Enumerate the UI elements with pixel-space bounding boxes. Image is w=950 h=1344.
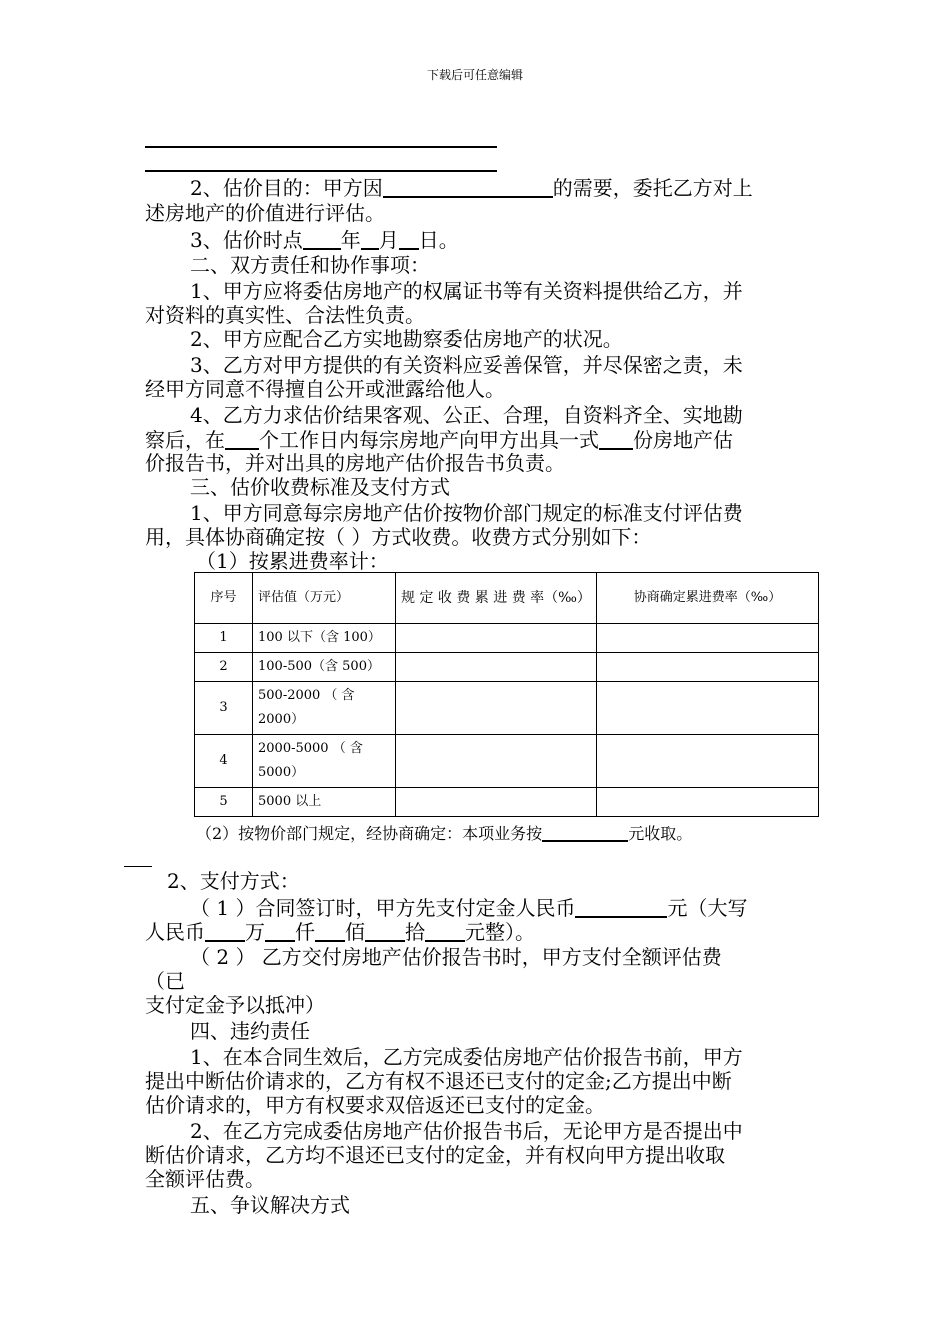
divider [124,866,152,867]
table-header-row [195,573,819,624]
standard-rate-cell[interactable] [396,682,597,735]
negotiated-rate-cell[interactable] [597,624,819,653]
row-value: 100 以下（含 100） [253,624,396,653]
month-blank[interactable] [361,226,379,250]
section-heading: 三、估价收费标准及支付方式 [190,475,450,499]
text-line: （已 [145,969,185,993]
text-line: 全额评估费。 [145,1167,265,1191]
row-no: 3 [195,682,253,735]
text-line: 述房地产的价值进行评估。 [145,201,385,225]
section-heading: 五、争议解决方式 [190,1193,350,1217]
text-line: 2、甲方应配合乙方实地勘察委估房地产的状况。 [190,327,623,351]
bai-blank[interactable] [315,918,345,942]
table-row [195,788,819,817]
deposit-capital-line: 人民币 万 仟 佰 拾 元整）。 [145,920,535,944]
text-line: 经甲方同意不得擅自公开或泄露给他人。 [145,377,505,401]
standard-rate-cell[interactable] [396,653,597,682]
wan-blank[interactable] [205,918,245,942]
text-line: 对资料的真实性、合法性负责。 [145,303,425,327]
col-header-negotiated-rate: 协商确定累进费率（‰） [597,573,819,624]
text-line: 1、在本合同生效后，乙方完成委估房地产估价报告书前，甲方 [190,1045,743,1069]
col-header-no: 序号 [195,573,253,624]
standard-rate-cell[interactable] [396,735,597,788]
section-heading: 二、双方责任和协作事项： [190,253,430,277]
text-line: 估价请求的，甲方有权要求双倍返还已支付的定金。 [145,1093,605,1117]
row-no: 1 [195,624,253,653]
negotiated-rate-cell[interactable] [597,735,819,788]
sub-heading: （1）按累进费率计： [196,549,389,573]
row-no: 5 [195,788,253,817]
col-header-value: 评估值（万元） [253,573,396,624]
row-value: 2000-5000 （ 含 5000） [253,735,396,788]
text-line: （ 2 ） 乙方交付房地产估价报告书时，甲方支付全额评估费 [190,945,722,969]
row-value: 100-500（含 500） [253,653,396,682]
day-blank[interactable] [399,226,419,250]
yuan-blank[interactable] [425,918,465,942]
text-line: 1、甲方应将委估房地产的权属证书等有关资料提供给乙方，并 [190,279,743,303]
text-line: 用，具体协商确定按（ ）方式收费。收费方式分别如下： [145,525,652,549]
fixed-fee-blank[interactable] [542,823,628,842]
days-blank[interactable] [225,426,259,450]
table-row [195,624,819,653]
standard-rate-cell[interactable] [396,788,597,817]
row-value: 500-2000 （ 含 2000） [253,682,396,735]
col-header-standard-rate: 规 定 收 费 累 进 费 率（‰） [396,573,597,624]
page-header: 下载后可任意编辑 [426,68,523,82]
row-value: 5000 以上 [253,788,396,817]
copies-blank[interactable] [599,426,633,450]
text-line: 价报告书，并对出具的房地产估价报告书负责。 [145,451,565,475]
table-row [195,682,819,735]
text-line: 4、乙方力求估价结果客观、公正、合理，自资料齐全、实地勘 [190,403,743,427]
text-line: 断估价请求，乙方均不退还已支付的定金，并有权向甲方提出收取 [145,1143,725,1167]
section-heading: 四、违约责任 [190,1019,310,1043]
table-row [195,735,819,788]
blank-line [145,170,497,172]
standard-rate-cell[interactable] [396,624,597,653]
row-no: 2 [195,653,253,682]
table-row [195,653,819,682]
shi-blank[interactable] [365,918,405,942]
text-line: 3、乙方对甲方提供的有关资料应妥善保管，并尽保密之责，未 [190,353,743,377]
purpose-blank[interactable] [383,174,553,198]
negotiated-rate-cell[interactable] [597,653,819,682]
valuation-date-line: 3、估价时点 年 月 日。 [190,228,459,252]
text-line: 2、在乙方完成委估房地产估价报告书后，无论甲方是否提出中 [190,1119,743,1143]
report-days-line: 察后，在 个工作日内每宗房地产向甲方出具一式 份房地产估 [145,428,733,452]
deposit-line: （ 1 ）合同签订时，甲方先支付定金人民币 元（大写 [190,896,748,920]
year-blank[interactable] [303,226,341,250]
text-line: 提出中断估价请求的，乙方有权不退还已支付的定金;乙方提出中断 [145,1069,732,1093]
text-line: 1、甲方同意每宗房地产估价按物价部门规定的标准支付评估费 [190,501,743,525]
fee-rate-table [194,572,819,817]
row-no: 4 [195,735,253,788]
blank-line [145,146,497,148]
qian-blank[interactable] [265,918,295,942]
fixed-fee-line: （2）按物价部门规定，经协商确定：本项业务按 元收取。 [196,824,693,843]
negotiated-rate-cell[interactable] [597,788,819,817]
text-line: 支付定金予以抵冲） [145,993,325,1017]
purpose-line: 2、估价目的：甲方因 的需要，委托乙方对上 [190,176,753,200]
negotiated-rate-cell[interactable] [597,682,819,735]
section-heading: 2、支付方式： [167,869,300,893]
deposit-amount-blank[interactable] [575,894,667,918]
